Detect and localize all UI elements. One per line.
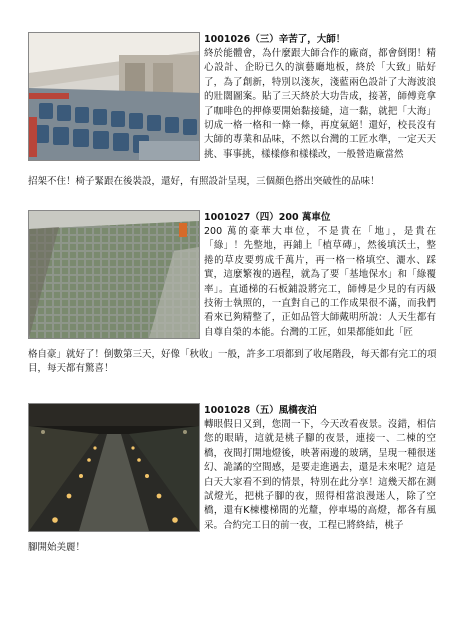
- entry-body-continued: 招架不住！椅子緊跟在後裝設，還好，有照設計呈現，三個顏色搭出突破性的品味！: [28, 176, 380, 187]
- entry-body: 轉眼假日又到，您間一下，今天改看夜景。沒錯，相信您的眼睛，這就是桃子腳的夜景，連接一、二棟的空橋，夜間打開地燈後，映著兩邊的玻璃，呈現一種很迷幻、詭譎的空間感，是要走進過去，還是未來呢？這是白天大家看不到的情景，特別在此分享！這幾天都在測試燈光，把桃子腳的夜，照得相當浪漫迷人，除了空橋，還有K棟樓梯間的光釐，停車場的高燈，都各有風采。合約完工日的前一夜，工程已將終結，桃子: [204, 419, 436, 531]
- entry-title: 1001027（四）200 萬車位: [204, 212, 331, 223]
- parking-lot-photo: [28, 210, 200, 339]
- entry-title: 1001028（五）風橋夜泊: [204, 405, 317, 416]
- entry-body-continued: 格自豪」就好了！倒數第三天，好像「秋收」一般，許多工項都到了收尾階段，每天都有完工的項目，每天都有驚喜！: [28, 349, 437, 375]
- entry-body: 終於能體會，為什麼跟大師合作的廠商，都會倒閉！精心設計、企盼已久的演藝廳地板，終於「大致」貼好了，為了創新，特別以淺灰，淺藍兩色設計了大海波浪的壯闊圖案。貼了三天終於大功告成，接著，師傅竟拿了咖啡色的押條要開始黏接縫，這一黏，就把「大海」切成一格一格和一條一條，再度氣絕！還好，校長沒有大師的專業和品味，不然以台灣的工匠水準，一定天天挑、事事挑，樣樣修和樣樣改，一般營造廠當然: [204, 48, 436, 160]
- night-bridge-photo: [28, 403, 200, 532]
- auditorium-photo: [28, 32, 200, 161]
- entry-body-continued: 腳開始美麗！: [28, 542, 86, 553]
- entry-body: 200 萬的豪華大車位，不是貴在「地」，是貴在「綠」！先整地，再鋪上「植草磚」，然後填沃土，整捲的草皮要剪成千萬片，再一格一格填空、灑水、踩實，這麼繁複的過程，就為了要「基地保水」和「綠覆率」。直通梯的石板鋪設將完工，師傅是少見的有丙級技術士執照的，一直對自己的工作成果很不滿，而我們看來已夠精整了，正如品管大師戴明所說：人天生都有自尊自榮的本能。台灣的工匠，如果都能如此「匠: [204, 226, 436, 338]
- entry-title: 1001026（三）辛苦了，大師！: [204, 34, 346, 45]
